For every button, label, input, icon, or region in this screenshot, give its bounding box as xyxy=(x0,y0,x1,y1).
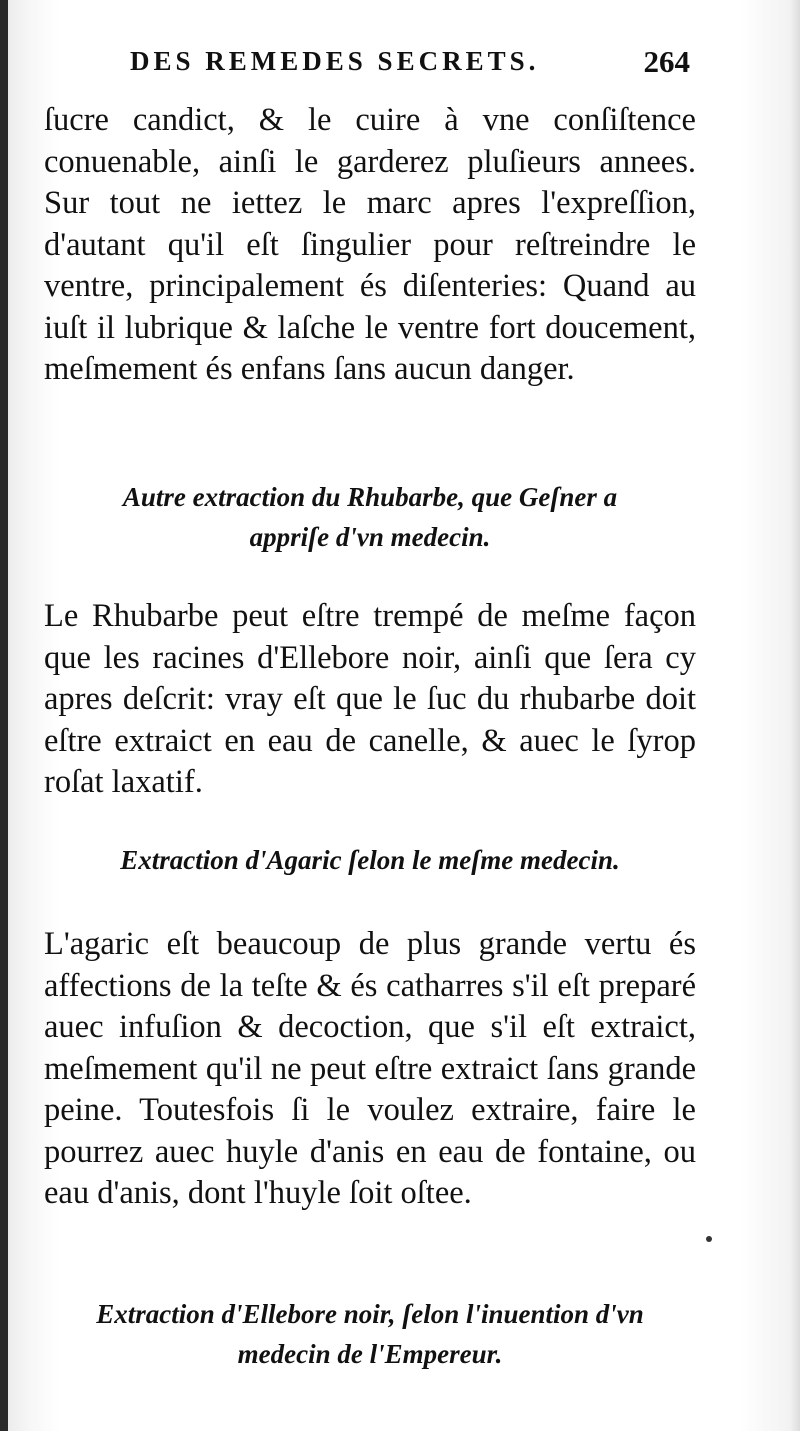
heading-line: Extraction d'Agaric ſelon le meſme medecin. xyxy=(120,845,620,875)
ink-speck xyxy=(706,1236,712,1242)
heading-line: medecin de l'Empereur. xyxy=(237,1339,503,1369)
section-heading-ellebore xyxy=(44,1294,696,1374)
paragraph-rhubarbe: Le Rhubarbe peut eſtre trempé de meſme façon que les racines d'Ellebore noir, ainſi que ſera cy apres deſcrit: vray eſt que le ſuc du rhubarbe doit eſtre extraict en eau de canelle, & auec le ſyrop roſat laxatif. xyxy=(44,598,696,800)
heading-line: appriſe d'vn medecin. xyxy=(249,522,491,552)
page-gutter-shadow xyxy=(0,0,8,1431)
running-title: DES REMEDES SECRETS. xyxy=(130,46,540,76)
paragraph-agaric: L'agaric eſt beaucoup de plus grande vertu és affections de la teſte & és catharres s'il eſt preparé auec infuſion & decoction, que s'il eſt extraict, meſmement qu'il ne peut eſtre extraict ſans grande peine. Toutesfois ſi le voulez extraire, faire le pourrez auec huyle d'anis en eau de fontaine, ou eau d'anis, dont l'huyle ſoit oſtee. xyxy=(44,926,696,1211)
page-number: 264 xyxy=(643,44,690,79)
heading-line: Extraction d'Ellebore noir, ſelon l'inuention d'vn xyxy=(96,1299,644,1329)
section-heading-agaric xyxy=(44,840,696,880)
heading-line: Autre extraction du Rhubarbe, que Geſner a xyxy=(122,482,618,512)
page-header xyxy=(130,46,690,92)
section-heading-rhubarbe xyxy=(44,477,696,557)
paragraph-continuation: ſucre candict, & le cuire à vne conſiſtence conuenable, ainſi le garderez pluſieurs annees. Sur tout ne iettez le marc apres l'expreſſion, d'autant qu'il eſt ſingulier pour reſtreindre le ventre, principalement és diſenteries: Quand au iuſt il lubrique & laſche le ventre fort doucement, meſmement és enfans ſans aucun danger. xyxy=(44,102,696,387)
